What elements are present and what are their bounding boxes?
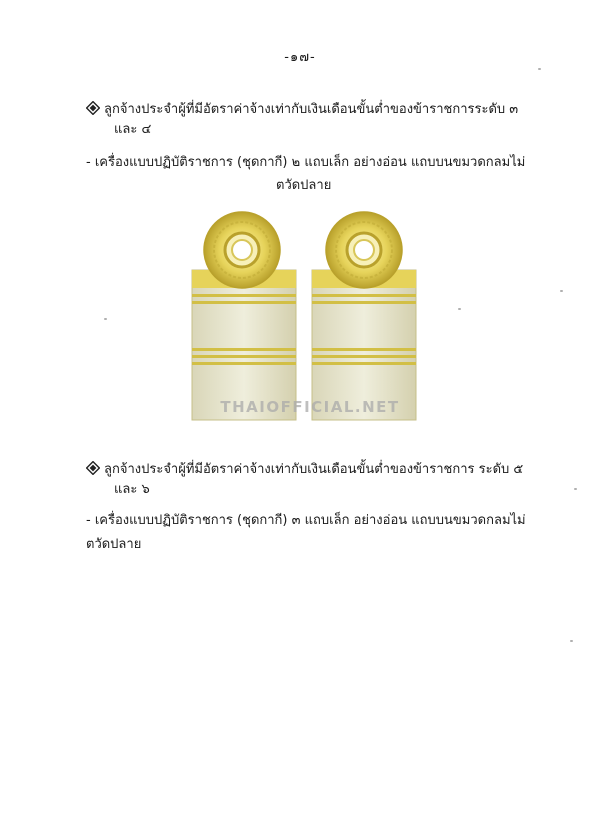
section1-heading-line2: และ ๔ — [114, 122, 152, 137]
section1-description-line1: - เครื่องแบบปฏิบัติราชการ (ชุดกากี) ๒ แถบเล็ก อย่างอ่อน แถบบนขมวดกลมไม่ — [86, 155, 526, 170]
scan-speck — [560, 290, 563, 292]
right-epaulette — [312, 212, 416, 420]
diamond-bullet-icon — [86, 461, 100, 475]
section2-description-line1: - เครื่องแบบปฏิบัติราชการ (ชุดกากี) ๓ แถบเล็ก อย่างอ่อน แถบบนขมวดกลมไม่ — [86, 513, 526, 528]
section1-description-line2: ตวัดปลาย — [276, 178, 332, 193]
watermark: THAIOFFICIAL.NET — [220, 398, 400, 416]
page-number: -๑๗- — [284, 50, 316, 65]
epaulettes-image — [188, 210, 420, 428]
left-epaulette — [192, 212, 296, 420]
scan-speck — [570, 640, 573, 642]
section2-heading-line2: และ ๖ — [114, 482, 150, 497]
section1-heading — [86, 100, 546, 140]
section2-heading-line1: ลูกจ้างประจำผู้ที่มีอัตราค่าจ้างเท่ากับเงินเดือนขั้นต่ำของข้าราชการ ระดับ ๕ — [104, 462, 524, 477]
scan-speck — [574, 488, 577, 490]
section2-description-line2: ตวัดปลาย — [86, 537, 142, 552]
scan-speck — [104, 318, 107, 320]
scan-speck — [458, 308, 461, 310]
section1-heading-line1: ลูกจ้างประจำผู้ที่มีอัตราค่าจ้างเท่ากับเงินเดือนขั้นต่ำของข้าราชการระดับ ๓ — [104, 102, 519, 117]
diamond-bullet-icon — [86, 101, 100, 115]
scan-speck — [538, 68, 541, 70]
section2-heading — [86, 460, 546, 500]
